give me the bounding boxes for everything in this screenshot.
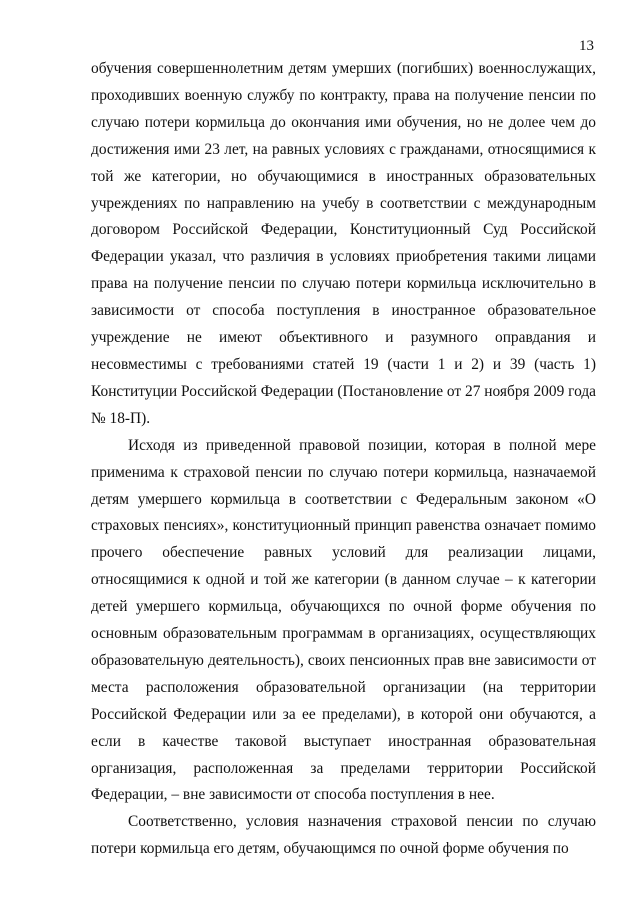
document-body <box>91 56 596 863</box>
paragraph-legal-position: Исходя из приведенной правовой позиции, которая в полной мере применима к страховой пенсии по случаю потери кормильца, назначаемой детям умершего кормильца в соответствии с Федеральным законом «О страховых пенсиях», конституционный принцип равенства означает помимо прочего обеспечение равных условий для реализации лицами, относящимися к одной и той же категории (в данном случае – к категории детей умершего кормильца, обучающихся по очной форме обучения по основным образовательным программам в организациях, осуществляющих образовательную деятельность), своих пенсионных прав вне зависимости от места расположения образовательной организации (на территории Российской Федерации или за ее пределами), в которой они обучаются, а если в качестве таковой выступает иностранная образовательная организация, расположенная за пределами территории Российской Федерации, – вне зависимости от способа поступления в нее. <box>91 436 596 804</box>
page-number: 13 <box>579 38 594 54</box>
paragraph-conclusion: Соответственно, условия назначения страховой пенсии по случаю потери кормильца его детям, обучающимся по очной форме обучения по <box>91 813 596 858</box>
paragraph-continuation: обучения совершеннолетним детям умерших (погибших) военнослужащих, проходивших военную службу по контракту, права на получение пенсии по случаю потери кормильца до окончания ими обучения, но не долее чем до достижения ими 23 лет, на равных условиях с гражданами, относящимися к той же категории, но обучающимися в иностранных образовательных учреждениях по направлению на учебу в соответствии с международным договором Российской Федерации, Конституционный Суд Российской Федерации указал, что различия в условиях приобретения такими лицами права на получение пенсии по случаю потери кормильца исключительно в зависимости от способа поступления в иностранное образовательное учреждение не имеют объективного и разумного оправдания и несовместимы с требованиями статей 19 (части 1 и 2) и 39 (часть 1) Конституции Российской Федерации (Постановление от 27 ноября 2009 года № 18-П). <box>91 60 596 427</box>
